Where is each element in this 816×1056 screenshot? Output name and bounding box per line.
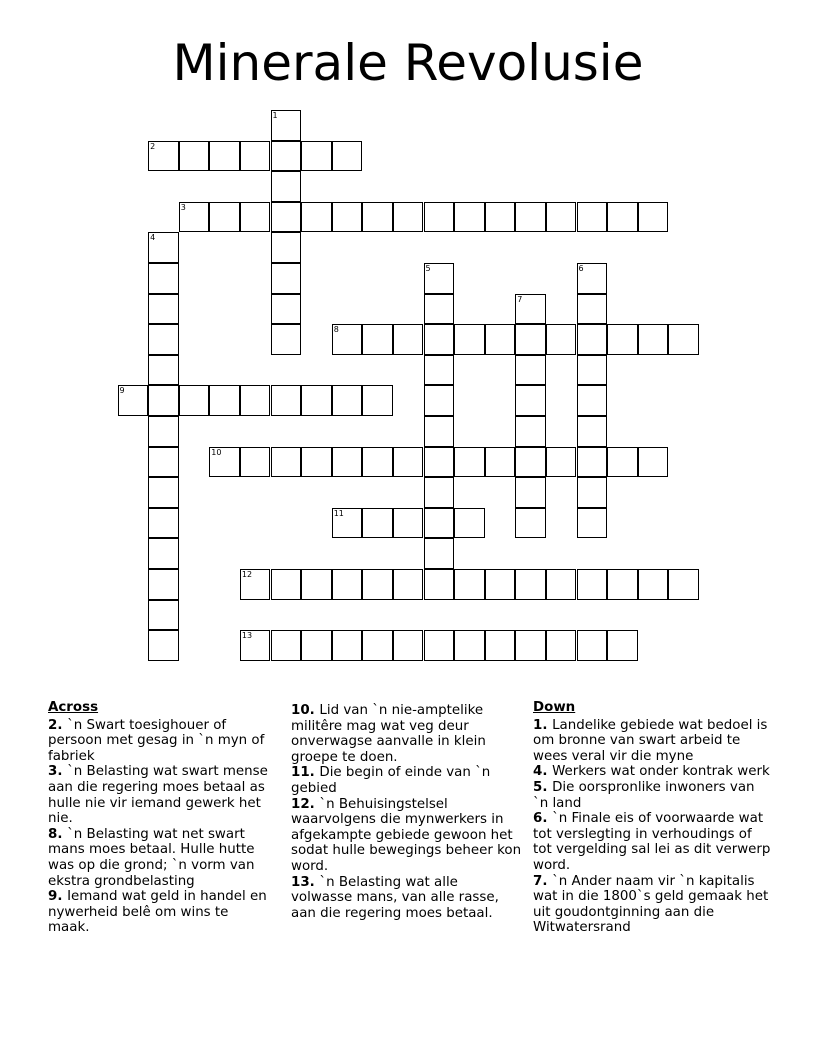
grid-cell[interactable] xyxy=(271,630,302,661)
grid-cell[interactable] xyxy=(332,447,363,478)
grid-cell[interactable] xyxy=(607,447,638,478)
grid-cell[interactable] xyxy=(209,447,240,478)
cell-number: 1 xyxy=(272,111,278,120)
grid-cell[interactable] xyxy=(148,416,179,447)
grid-cell[interactable] xyxy=(271,110,302,141)
grid-cell[interactable] xyxy=(271,263,302,294)
grid-cell[interactable] xyxy=(332,324,363,355)
grid-cell[interactable] xyxy=(332,508,363,539)
grid-cell[interactable] xyxy=(148,630,179,661)
across-clue: 11. Die begin of einde van `n gebied xyxy=(291,765,491,796)
down-clue: 4. Werkers wat onder kontrak werk xyxy=(533,764,770,780)
grid-cell[interactable] xyxy=(301,141,332,172)
grid-cell[interactable] xyxy=(271,294,302,325)
cell-number: 12 xyxy=(241,570,253,579)
across-clues-column-2 xyxy=(291,703,523,921)
grid-cell[interactable] xyxy=(638,324,669,355)
grid-cell[interactable] xyxy=(271,569,302,600)
down-clues-column xyxy=(533,700,773,936)
across-clue: 9. Iemand wat geld in handel en nywerheid belê om wins te maak. xyxy=(48,889,267,936)
grid-cell[interactable] xyxy=(148,600,179,631)
across-clue: 12. `n Behuisingstelsel waarvolgens die mynwerkers in afgekampte gebiede gewoon het sodat hulle bewegings beheer kon word. xyxy=(291,796,522,874)
cell-number: 13 xyxy=(241,631,253,641)
grid-cell[interactable] xyxy=(454,508,485,539)
grid-cell[interactable] xyxy=(577,508,608,539)
grid-cell[interactable] xyxy=(271,324,302,355)
grid-cell[interactable] xyxy=(607,569,638,600)
grid-cell[interactable] xyxy=(148,294,179,325)
grid-cell[interactable] xyxy=(362,630,393,661)
page-title: Minerale Revolusie xyxy=(172,34,644,92)
grid-cell[interactable] xyxy=(546,324,577,355)
grid-cell[interactable] xyxy=(148,385,179,416)
grid-cell[interactable] xyxy=(240,630,271,661)
cell-number: 3 xyxy=(180,202,186,212)
grid-cell[interactable] xyxy=(577,630,608,661)
grid-cell[interactable] xyxy=(148,355,179,386)
grid-cell[interactable] xyxy=(515,416,546,447)
grid-cell[interactable] xyxy=(301,202,332,233)
across-clue: 2. `n Swart toesighouer of persoon met gesag in `n myn of fabriek xyxy=(48,717,265,764)
grid-cell[interactable] xyxy=(515,569,546,600)
cell-number: 9 xyxy=(119,386,125,396)
grid-cell[interactable] xyxy=(515,508,546,539)
grid-cell[interactable] xyxy=(271,171,302,202)
grid-cell[interactable] xyxy=(301,630,332,661)
grid-cell[interactable] xyxy=(577,294,608,325)
grid-cell[interactable] xyxy=(577,263,608,294)
grid-cell[interactable] xyxy=(577,324,608,355)
grid-cell[interactable] xyxy=(179,385,210,416)
grid-cell[interactable] xyxy=(424,263,455,294)
grid-cell[interactable] xyxy=(362,385,393,416)
grid-cell[interactable] xyxy=(546,447,577,478)
grid-cell[interactable] xyxy=(362,202,393,233)
grid-cell[interactable] xyxy=(148,232,179,263)
grid-cell[interactable] xyxy=(209,202,240,233)
grid-cell[interactable] xyxy=(393,569,424,600)
grid-cell[interactable] xyxy=(118,385,149,416)
grid-cell[interactable] xyxy=(485,569,516,600)
grid-cell[interactable] xyxy=(515,355,546,386)
grid-cell[interactable] xyxy=(240,385,271,416)
grid-cell[interactable] xyxy=(546,202,577,233)
grid-cell[interactable] xyxy=(148,141,179,172)
grid-cell[interactable] xyxy=(271,141,302,172)
cell-number: 7 xyxy=(517,294,523,304)
grid-cell[interactable] xyxy=(393,508,424,539)
grid-cell[interactable] xyxy=(485,630,516,661)
grid-cell[interactable] xyxy=(515,202,546,233)
grid-cell[interactable] xyxy=(454,569,485,600)
down-clue: 5. Die oorspronlike inwoners van `n land xyxy=(533,779,755,811)
grid-cell[interactable] xyxy=(240,447,271,478)
grid-cell[interactable] xyxy=(301,569,332,600)
grid-cell[interactable] xyxy=(332,630,363,661)
grid-cell[interactable] xyxy=(362,508,393,539)
grid-cell[interactable] xyxy=(424,294,455,325)
cell-number: 5 xyxy=(425,264,431,273)
grid-cell[interactable] xyxy=(240,202,271,233)
grid-cell[interactable] xyxy=(148,324,179,355)
grid-cell[interactable] xyxy=(148,569,179,600)
grid-cell[interactable] xyxy=(485,324,516,355)
cell-number: 4 xyxy=(150,233,156,243)
grid-cell[interactable] xyxy=(607,202,638,233)
grid-cell[interactable] xyxy=(485,447,516,478)
grid-cell[interactable] xyxy=(148,447,179,478)
grid-cell[interactable] xyxy=(393,447,424,478)
grid-cell[interactable] xyxy=(638,569,669,600)
grid-cell[interactable] xyxy=(209,141,240,172)
cell-number: 10 xyxy=(211,447,222,457)
grid-cell[interactable] xyxy=(577,447,608,478)
grid-cell[interactable] xyxy=(515,477,546,508)
down-heading: Down xyxy=(533,700,576,715)
grid-cell[interactable] xyxy=(148,508,179,539)
grid-cell[interactable] xyxy=(271,385,302,416)
grid-cell[interactable] xyxy=(577,202,608,233)
across-clue: 3. `n Belasting wat swart mense aan die regering moes betaal as hulle nie vir iemand gewerk het nie. xyxy=(48,764,268,827)
grid-cell[interactable] xyxy=(577,355,608,386)
grid-cell[interactable] xyxy=(668,324,699,355)
grid-cell[interactable] xyxy=(607,324,638,355)
grid-cell[interactable] xyxy=(607,630,638,661)
grid-cell[interactable] xyxy=(393,630,424,661)
grid-cell[interactable] xyxy=(424,630,455,661)
across-heading: Across xyxy=(48,700,99,715)
across-clue: 8. `n Belasting wat net swart mans moes betaal. Hulle hutte was op die grond; `n vorm van ekstra grondbelasting xyxy=(48,826,255,889)
grid-cell[interactable] xyxy=(638,202,669,233)
grid-cell[interactable] xyxy=(271,232,302,263)
grid-cell[interactable] xyxy=(301,385,332,416)
grid-cell[interactable] xyxy=(393,202,424,233)
grid-cell[interactable] xyxy=(454,630,485,661)
grid-cell[interactable] xyxy=(515,324,546,355)
grid-cell[interactable] xyxy=(148,538,179,569)
across-clues-column-1 xyxy=(48,700,274,936)
grid-cell[interactable] xyxy=(362,569,393,600)
down-clue: 1. Landelike gebiede wat bedoel is om bronne van swart arbeid te wees veral vir die myne xyxy=(533,717,768,764)
grid-cell[interactable] xyxy=(424,447,455,478)
grid-cell[interactable] xyxy=(515,294,546,325)
grid-cell[interactable] xyxy=(454,202,485,233)
grid-cell[interactable] xyxy=(209,385,240,416)
grid-cell[interactable] xyxy=(271,447,302,478)
grid-cell[interactable] xyxy=(424,202,455,233)
grid-cell[interactable] xyxy=(424,569,455,600)
grid-cell[interactable] xyxy=(638,447,669,478)
grid-cell[interactable] xyxy=(424,385,455,416)
grid-cell[interactable] xyxy=(301,447,332,478)
grid-cell[interactable] xyxy=(393,324,424,355)
grid-cell[interactable] xyxy=(515,630,546,661)
across-clue: 13. `n Belasting wat alle volwasse mans, van alle rasse, aan die regering moes betaal. xyxy=(291,874,499,921)
grid-cell[interactable] xyxy=(271,202,302,233)
grid-cell[interactable] xyxy=(485,202,516,233)
grid-cell[interactable] xyxy=(454,324,485,355)
grid-cell[interactable] xyxy=(668,569,699,600)
grid-cell[interactable] xyxy=(577,385,608,416)
grid-cell[interactable] xyxy=(454,447,485,478)
grid-cell[interactable] xyxy=(424,416,455,447)
grid-cell[interactable] xyxy=(515,447,546,478)
grid-cell[interactable] xyxy=(577,477,608,508)
grid-cell[interactable] xyxy=(515,385,546,416)
grid-cell[interactable] xyxy=(424,477,455,508)
grid-cell[interactable] xyxy=(424,508,455,539)
grid-cell[interactable] xyxy=(362,447,393,478)
across-clue: 10. Lid van `n nie-amptelike militêre mag wat veg deur onverwagse aanvalle in klein groepe te doen. xyxy=(291,703,486,765)
grid-cell[interactable] xyxy=(577,416,608,447)
grid-cell[interactable] xyxy=(424,538,455,569)
grid-cell[interactable] xyxy=(179,202,210,233)
grid-cell[interactable] xyxy=(148,263,179,294)
grid-cell[interactable] xyxy=(577,569,608,600)
grid-cell[interactable] xyxy=(148,477,179,508)
grid-cell[interactable] xyxy=(240,141,271,172)
grid-cell[interactable] xyxy=(362,324,393,355)
cell-number: 8 xyxy=(333,325,339,335)
grid-cell[interactable] xyxy=(424,355,455,386)
cell-number: 2 xyxy=(150,141,156,151)
grid-cell[interactable] xyxy=(179,141,210,172)
grid-cell[interactable] xyxy=(240,569,271,600)
grid-cell[interactable] xyxy=(546,630,577,661)
grid-cell[interactable] xyxy=(332,569,363,600)
grid-cell[interactable] xyxy=(332,385,363,416)
grid-cell[interactable] xyxy=(332,141,363,172)
grid-cell[interactable] xyxy=(424,324,455,355)
cell-number: 11 xyxy=(333,508,344,518)
grid-cell[interactable] xyxy=(332,202,363,233)
cell-number: 6 xyxy=(578,264,584,273)
grid-cell[interactable] xyxy=(546,569,577,600)
down-clue: 6. `n Finale eis of voorwaarde wat tot verslegting in verhoudings of tot vergelding sal lei as dit verwerp word. xyxy=(533,811,771,873)
down-clue: 7. `n Ander naam vir `n kapitalis wat in die 1800`s geld gemaak het uit goudontginning aan die Witwatersrand xyxy=(533,873,769,936)
